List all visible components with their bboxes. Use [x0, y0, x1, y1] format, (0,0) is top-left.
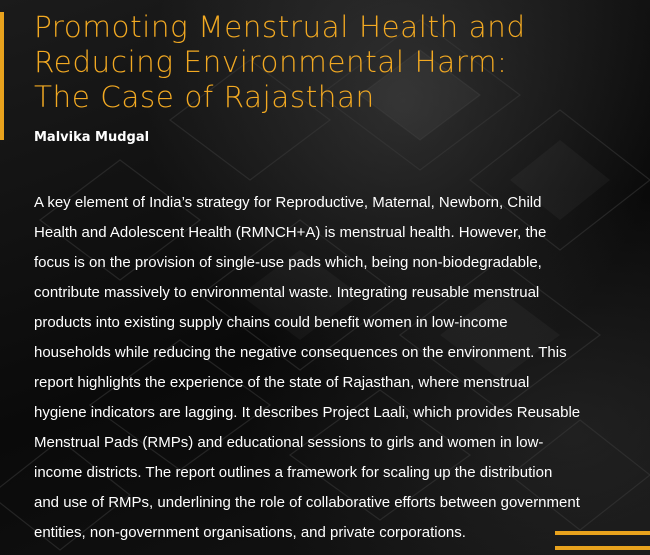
- bottom-right-accent-line: [555, 546, 650, 550]
- abstract-line: entities, non-government organisations, and private corporations.: [34, 524, 466, 541]
- abstract-line: Menstrual Pads (RMPs) and educational sessions to girls and women in low-: [34, 434, 544, 451]
- abstract-line: focus is on the provision of single-use pads which, being non-biodegradable,: [34, 254, 542, 271]
- left-accent-bar: [0, 12, 4, 140]
- abstract-text: [34, 188, 634, 548]
- abstract-line: report highlights the experience of the state of Rajasthan, where menstrual: [34, 374, 530, 391]
- abstract-line: income districts. The report outlines a framework for scaling up the distribution: [34, 464, 553, 481]
- abstract-line: hygiene indicators are lagging. It describes Project Laali, which provides Reusable: [34, 404, 581, 421]
- title-line: Reducing Environmental Harm:: [34, 45, 508, 79]
- abstract-line: contribute massively to environmental waste. Integrating reusable menstrual: [34, 284, 540, 301]
- abstract-line: A key element of India’s strategy for Reproductive, Maternal, Newborn, Child: [34, 194, 542, 211]
- title-line: The Case of Rajasthan: [34, 80, 375, 114]
- report-title: [34, 10, 634, 115]
- author-name: Malvika Mudgal: [34, 130, 150, 145]
- abstract-line: households while reducing the negative consequences on the environment. This: [34, 344, 567, 361]
- abstract-line: and use of RMPs, underlining the role of collaborative efforts between government: [34, 494, 580, 511]
- title-line: Promoting Menstrual Health and: [34, 10, 526, 44]
- abstract-line: Health and Adolescent Health (RMNCH+A) is menstrual health. However, the: [34, 224, 547, 241]
- abstract-line: products into existing supply chains could benefit women in low-income: [34, 314, 508, 331]
- bottom-right-accent-line: [555, 531, 650, 535]
